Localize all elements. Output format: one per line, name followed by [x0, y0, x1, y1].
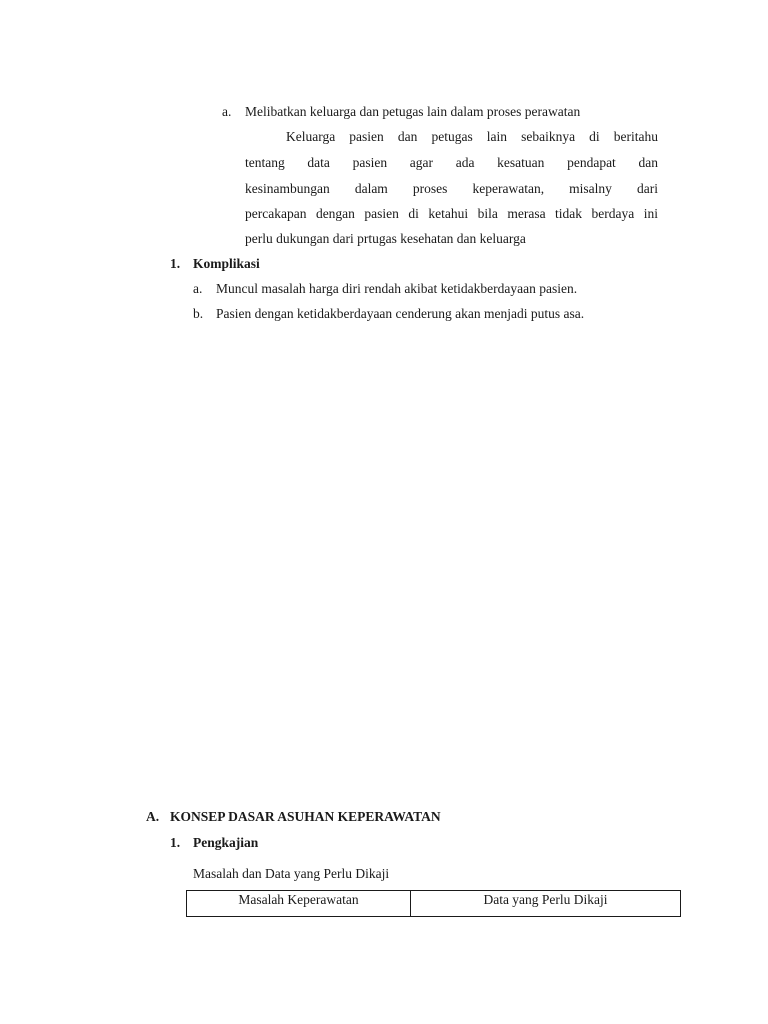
paragraph-line-1: Keluarga pasien dan petugas lain sebaiknya di beritahu: [286, 129, 658, 144]
paragraph-line-4: percakapan dengan pasien di ketahui bila merasa tidak berdaya ini: [245, 206, 658, 221]
paragraph-line-2: tentang data pasien agar ada kesatuan pendapat dan: [245, 155, 658, 170]
intervention-heading: Melibatkan keluarga dan petugas lain dalam proses perawatan: [245, 104, 581, 119]
komplikasi-item-a: Muncul masalah harga diri rendah akibat ketidakberdayaan pasien.: [216, 281, 578, 296]
komplikasi-marker-a: a.: [193, 281, 203, 296]
paragraph-line-5: perlu dukungan dari prtugas kesehatan dan keluarga: [245, 231, 526, 246]
komplikasi-number: 1.: [170, 256, 181, 271]
assessment-table: [186, 890, 681, 917]
list-marker-a: a.: [222, 104, 232, 119]
table-header-row: [187, 891, 681, 917]
section-a-marker: A.: [146, 809, 160, 824]
section-a-title: KONSEP DASAR ASUHAN KEPERAWATAN: [170, 809, 441, 824]
table-header-data: Data yang Perlu Dikaji: [411, 891, 681, 917]
komplikasi-item-b: Pasien dengan ketidakberdayaan cenderung akan menjadi putus asa.: [216, 306, 585, 321]
paragraph-line-3: kesinambungan dalam proses keperawatan, misalny dari: [245, 181, 658, 196]
komplikasi-marker-b: b.: [193, 306, 204, 321]
pengkajian-heading: Pengkajian: [193, 835, 259, 850]
pengkajian-number: 1.: [170, 835, 181, 850]
table-header-masalah: Masalah Keperawatan: [187, 891, 411, 917]
komplikasi-heading: Komplikasi: [193, 256, 260, 271]
pengkajian-intro: Masalah dan Data yang Perlu Dikaji: [193, 866, 390, 881]
